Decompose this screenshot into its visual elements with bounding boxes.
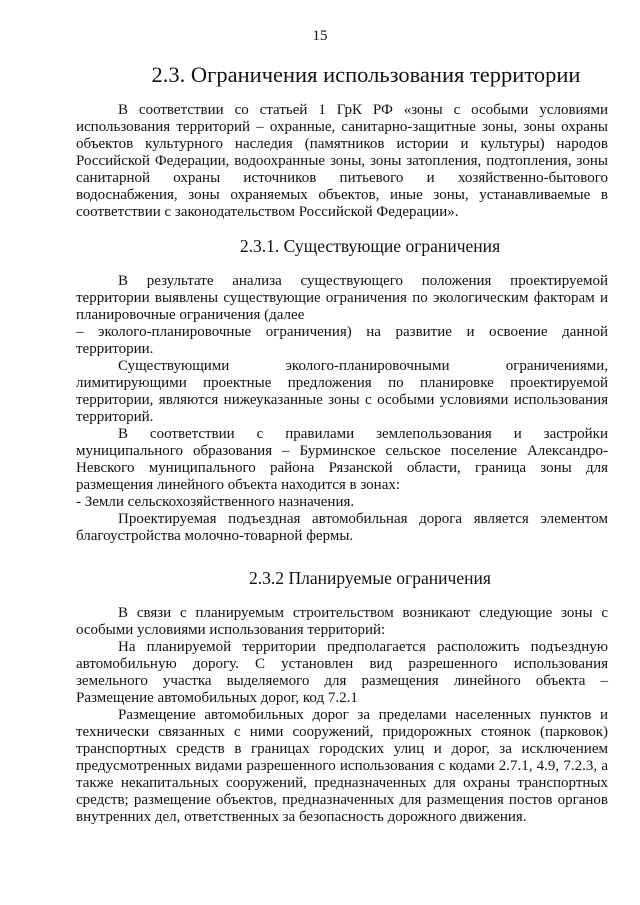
planned-paragraph: Размещение автомобильных дорог за пределами населенных пунктов и технически связанных с ними сооружений, придорожных стоянок (парковок) транспортных средств в границах городских улиц и дорог, за исключением предусмотренных видами разрешенного использования с кодами 2.7.1, 4.9, 7.2.3, а также некапитальных сооружений, предназначенных для охраны транспортных средств; размещение объектов, предназначенных для размещения постов органов внутренних дел, ответственных за безопасность дорожного движения. bbox=[76, 707, 608, 825]
existing-paragraph: – эколого-планировочные ограничения) на развитие и освоение данной территории. bbox=[76, 324, 608, 357]
existing-paragraph: В соответствии с правилами землепользования и застройки муниципального образования – Бурминское сельское поселение Александро-Невского муниципального района Рязанской области, граница зоны для размещения линейного объекта находится в зонах: bbox=[76, 426, 608, 493]
existing-paragraph: Существующими эколого-планировочными ограничениями, лимитирующими проектные предложения по планировке проектируемой территории, являются нижеуказанные зоны с особыми условиями использования территорий. bbox=[76, 358, 608, 425]
intro-paragraph: В соответствии со статьей 1 ГрК РФ «зоны с особыми условиями использования территорий – охранные, санитарно-защитные зоны, зоны охраны объектов культурного наследия (памятников истории и культуры) народов Российской Федерации, водоохранные зоны, зоны затопления, подтопления, зоны санитарной охраны источников питьевого и хозяйственно-бытового водоснабжения, зоны охраняемых объектов, иные зоны, устанавливаемые в соответствии с законодательством Российской Федерации». bbox=[76, 102, 608, 220]
existing-list-item: - Земли сельскохозяйственного назначения. bbox=[76, 494, 355, 510]
existing-paragraph: Проектируемая подъездная автомобильная дорога является элементом благоустройства молочно-товарной фермы. bbox=[76, 511, 608, 544]
intro-block bbox=[76, 102, 608, 221]
section-heading: 2.3. Ограничения использования территории bbox=[151, 62, 581, 87]
planned-paragraph: На планируемой территории предполагается расположить подъездную автомобильную дорогу. С установлен вид разрешенного использования земельного участка выделяемого для размещения линейного объекта – Размещение автомобильных дорог, код 7.2.1 bbox=[76, 639, 608, 706]
planned-restrictions-heading: 2.3.2 Планируемые ограничения bbox=[249, 568, 491, 588]
page-number: 15 bbox=[312, 28, 328, 44]
existing-restrictions-block bbox=[76, 273, 608, 545]
existing-restrictions-heading: 2.3.1. Существующие ограничения bbox=[239, 236, 501, 256]
existing-paragraph: В результате анализа существующего положения проектируемой территории выявлены существующие ограничения по экологическим факторам и планировочные ограничения (далее bbox=[76, 273, 608, 323]
planned-restrictions-block bbox=[76, 605, 608, 826]
planned-paragraph: В связи с планируемым строительством возникают следующие зоны с особыми условиями использования территорий: bbox=[76, 605, 608, 638]
